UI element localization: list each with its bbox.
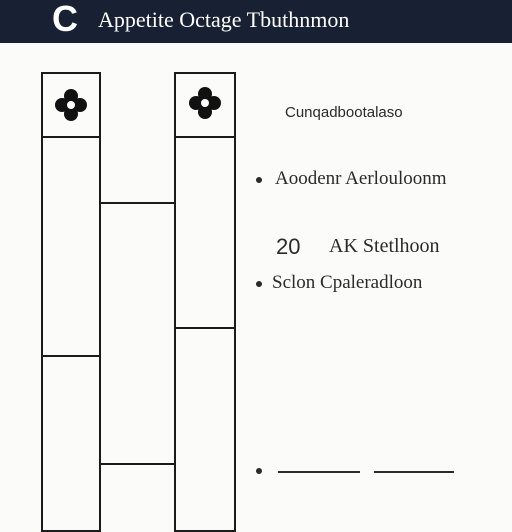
- info-number: 20: [276, 234, 301, 259]
- info-line-3: Sclon Cpaleradloon: [272, 272, 423, 293]
- info-line-1: Aoodenr Aerlouloonm: [275, 168, 447, 189]
- card-left-divider-mid: [41, 355, 101, 357]
- info-line-2: AK Stetlhoon: [329, 235, 440, 257]
- club-icon: [184, 82, 226, 129]
- card-right-divider-top: [174, 136, 236, 138]
- club-icon: [50, 84, 92, 131]
- bullet-1: [256, 177, 262, 183]
- middle-strip-top: [99, 202, 176, 204]
- card-right[interactable]: [174, 72, 236, 532]
- bullet-2: [256, 281, 262, 287]
- blank-rule-1: [278, 471, 360, 473]
- info-heading: Cunqadbootalaso: [285, 104, 403, 121]
- card-right-divider-mid: [174, 327, 236, 329]
- bullet-3: [256, 468, 262, 474]
- page-title: Appetite Octage Tbuthnmon: [98, 7, 350, 32]
- card-left[interactable]: [41, 72, 101, 532]
- card-left-divider-top: [41, 136, 101, 138]
- blank-rule-2: [374, 471, 454, 473]
- middle-strip-bottom: [99, 463, 176, 465]
- logo-letter: C: [52, 0, 78, 39]
- header-bar: [0, 0, 512, 43]
